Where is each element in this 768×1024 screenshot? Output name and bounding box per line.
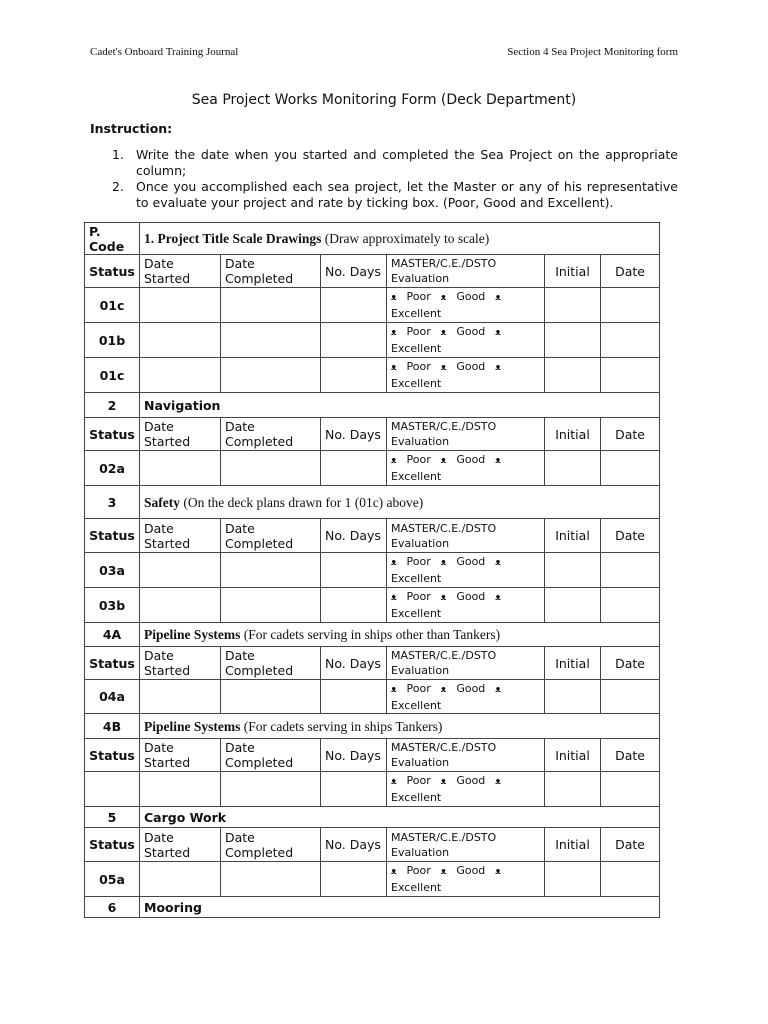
tick-box-icon[interactable]: ᴥ: [391, 684, 397, 695]
status-header: Status: [85, 647, 140, 680]
section-code: 6: [85, 897, 140, 918]
excellent-option: Excellent: [391, 342, 442, 355]
date-started-cell[interactable]: [140, 358, 221, 393]
section-code: 4B: [85, 714, 140, 739]
no-days-cell[interactable]: [321, 588, 387, 623]
evaluation-header: MASTER/C.E./DSTO Evaluation: [387, 519, 545, 553]
date-cell[interactable]: [601, 288, 660, 323]
no-days-header: No. Days: [321, 255, 387, 288]
section-title: 1. Project Title Scale Drawings (Draw approximately to scale): [140, 223, 660, 255]
poor-option: Poor: [406, 360, 431, 373]
tick-box-icon[interactable]: ᴥ: [391, 328, 397, 338]
tick-box-icon[interactable]: ᴥ: [495, 777, 501, 787]
date-cell[interactable]: [601, 358, 660, 393]
tick-box-icon[interactable]: ᴥ: [495, 593, 501, 603]
date-cell[interactable]: [601, 680, 660, 714]
project-code: 01c: [85, 358, 140, 393]
tick-box-icon[interactable]: ᴥ: [440, 867, 447, 877]
tick-box-icon[interactable]: ᴥ: [495, 328, 501, 338]
date-header: Date: [601, 739, 660, 772]
table-row: [85, 288, 660, 323]
instruction-heading: Instruction:: [90, 121, 173, 136]
no-days-cell[interactable]: [321, 680, 387, 714]
section-title-row: [85, 897, 660, 918]
tick-box-icon[interactable]: ᴥ: [495, 867, 501, 877]
tick-box-icon[interactable]: ᴥ: [391, 363, 397, 373]
column-header-row: [85, 418, 660, 451]
tick-box-icon[interactable]: ᴥ: [440, 684, 447, 695]
no-days-header: No. Days: [321, 828, 387, 862]
date-started-header: Date Started: [140, 647, 221, 680]
section-title: Pipeline Systems (For cadets serving in ships Tankers): [140, 714, 660, 739]
initial-header: Initial: [545, 418, 601, 451]
date-completed-header: Date Completed: [221, 255, 321, 288]
project-code: 02a: [85, 451, 140, 486]
poor-option: Poor: [406, 325, 431, 338]
initial-cell[interactable]: [545, 553, 601, 588]
tick-box-icon[interactable]: ᴥ: [440, 777, 447, 787]
poor-option: Poor: [406, 681, 431, 695]
status-header: Status: [85, 828, 140, 862]
date-started-cell[interactable]: [140, 772, 221, 807]
date-started-cell[interactable]: [140, 451, 221, 486]
evaluation-cell: [387, 772, 545, 807]
date-cell[interactable]: [601, 862, 660, 897]
good-option: Good: [456, 360, 486, 373]
evaluation-cell: [387, 588, 545, 623]
evaluation-cell: [387, 451, 545, 486]
instruction-item: 1. Write the date when you started and completed the Sea Project on the appropriate column;: [112, 147, 678, 178]
column-header-row: [85, 255, 660, 288]
table-row: [85, 862, 660, 897]
excellent-option: Excellent: [391, 791, 442, 804]
no-days-cell[interactable]: [321, 862, 387, 897]
good-option: Good: [456, 590, 486, 603]
project-code: 01b: [85, 323, 140, 358]
no-days-cell[interactable]: [321, 358, 387, 393]
no-days-header: No. Days: [321, 519, 387, 553]
date-cell[interactable]: [601, 553, 660, 588]
good-option: Good: [456, 864, 486, 877]
excellent-option: Excellent: [391, 307, 442, 320]
tick-box-icon[interactable]: ᴥ: [495, 363, 501, 373]
good-option: Good: [456, 290, 486, 303]
section-title: Navigation: [140, 393, 660, 418]
initial-cell[interactable]: [545, 358, 601, 393]
tick-box-icon[interactable]: ᴥ: [440, 593, 447, 603]
date-started-cell[interactable]: [140, 680, 221, 714]
tick-box-icon[interactable]: ᴥ: [391, 558, 397, 568]
evaluation-cell: [387, 862, 545, 897]
project-code: 01c: [85, 288, 140, 323]
date-completed-cell[interactable]: [221, 451, 321, 486]
evaluation-header: MASTER/C.E./DSTO Evaluation: [387, 255, 545, 288]
initial-cell[interactable]: [545, 680, 601, 714]
excellent-option: Excellent: [391, 607, 442, 620]
section-title: Mooring: [140, 897, 660, 918]
section-title: Safety (On the deck plans drawn for 1 (01c) above): [140, 486, 660, 519]
poor-option: Poor: [406, 864, 431, 877]
status-header: Status: [85, 255, 140, 288]
date-started-cell[interactable]: [140, 588, 221, 623]
status-header: Status: [85, 739, 140, 772]
instruction-list: [108, 147, 678, 211]
page-title: Sea Project Works Monitoring Form (Deck Department): [191, 92, 577, 108]
table-row: [85, 323, 660, 358]
date-completed-cell[interactable]: [221, 553, 321, 588]
tick-box-icon[interactable]: ᴥ: [440, 558, 447, 568]
date-completed-cell[interactable]: [221, 288, 321, 323]
initial-header: Initial: [545, 828, 601, 862]
no-days-cell[interactable]: [321, 288, 387, 323]
column-header-row: [85, 647, 660, 680]
initial-cell[interactable]: [545, 288, 601, 323]
evaluation-header: MASTER/C.E./DSTO Evaluation: [387, 828, 545, 862]
project-code: 04a: [85, 680, 140, 714]
instruction-item: 2. Once you accomplished each sea project, let the Master or any of his representative to evaluate your project and rate by ticking box. (Poor, Good and Excellent).: [112, 179, 678, 210]
date-cell[interactable]: [601, 772, 660, 807]
date-started-cell[interactable]: [140, 862, 221, 897]
table-row: [85, 553, 660, 588]
section-title-row: [85, 223, 660, 255]
initial-cell[interactable]: [545, 323, 601, 358]
date-completed-cell[interactable]: [221, 862, 321, 897]
column-header-row: [85, 739, 660, 772]
monitoring-table: [84, 222, 660, 918]
tick-box-icon[interactable]: ᴥ: [391, 456, 397, 466]
section-title-row: [85, 393, 660, 418]
p-code-header: P. Code: [85, 223, 140, 255]
date-completed-cell[interactable]: [221, 680, 321, 714]
tick-box-icon[interactable]: ᴥ: [440, 456, 447, 466]
tick-box-icon[interactable]: ᴥ: [495, 456, 501, 466]
date-started-cell[interactable]: [140, 288, 221, 323]
good-option: Good: [456, 555, 486, 568]
date-header: Date: [601, 519, 660, 553]
initial-cell[interactable]: [545, 588, 601, 623]
date-completed-cell[interactable]: [221, 323, 321, 358]
date-started-header: Date Started: [140, 255, 221, 288]
tick-box-icon[interactable]: ᴥ: [391, 593, 397, 603]
poor-option: Poor: [406, 453, 431, 466]
column-header-row: [85, 519, 660, 553]
section-title-row: [85, 714, 660, 739]
poor-option: Poor: [406, 555, 431, 568]
excellent-option: Excellent: [391, 698, 442, 712]
date-started-header: Date Started: [140, 519, 221, 553]
evaluation-cell: [387, 358, 545, 393]
date-started-cell[interactable]: [140, 553, 221, 588]
initial-cell[interactable]: [545, 862, 601, 897]
status-header: Status: [85, 519, 140, 553]
tick-box-icon[interactable]: ᴥ: [440, 293, 447, 303]
status-header: Status: [85, 418, 140, 451]
date-started-header: Date Started: [140, 418, 221, 451]
tick-box-icon[interactable]: ᴥ: [495, 558, 501, 568]
no-days-cell[interactable]: [321, 553, 387, 588]
initial-header: Initial: [545, 739, 601, 772]
section-title-row: [85, 807, 660, 828]
date-completed-cell[interactable]: [221, 588, 321, 623]
section-title-row: [85, 623, 660, 647]
no-days-cell[interactable]: [321, 772, 387, 807]
initial-cell[interactable]: [545, 451, 601, 486]
table-row: [85, 358, 660, 393]
date-header: Date: [601, 255, 660, 288]
good-option: Good: [456, 774, 486, 787]
excellent-option: Excellent: [391, 470, 442, 483]
tick-box-icon[interactable]: ᴥ: [440, 363, 447, 373]
project-code: 03a: [85, 553, 140, 588]
section-code: 3: [85, 486, 140, 519]
no-days-cell[interactable]: [321, 451, 387, 486]
table-row: [85, 451, 660, 486]
good-option: Good: [456, 453, 486, 466]
tick-box-icon[interactable]: ᴥ: [440, 328, 447, 338]
date-completed-header: Date Completed: [221, 828, 321, 862]
excellent-option: Excellent: [391, 572, 442, 585]
tick-box-icon[interactable]: ᴥ: [391, 867, 397, 877]
project-code: 03b: [85, 588, 140, 623]
date-started-cell[interactable]: [140, 323, 221, 358]
table-row: [85, 680, 660, 714]
evaluation-cell: [387, 323, 545, 358]
poor-option: Poor: [406, 774, 431, 787]
evaluation-cell: [387, 553, 545, 588]
good-option: Good: [456, 325, 486, 338]
tick-box-icon[interactable]: ᴥ: [495, 684, 501, 695]
good-option: Good: [456, 681, 486, 695]
project-code: [85, 772, 140, 807]
evaluation-header: MASTER/C.E./DSTO Evaluation: [387, 418, 545, 451]
no-days-header: No. Days: [321, 739, 387, 772]
no-days-header: No. Days: [321, 647, 387, 680]
journal-header-right: Section 4 Sea Project Monitoring form: [507, 46, 678, 58]
excellent-option: Excellent: [391, 881, 442, 894]
evaluation-header: MASTER/C.E./DSTO Evaluation: [387, 647, 545, 680]
evaluation-cell: [387, 288, 545, 323]
initial-header: Initial: [545, 519, 601, 553]
tick-box-icon[interactable]: ᴥ: [391, 293, 397, 303]
poor-option: Poor: [406, 290, 431, 303]
no-days-cell[interactable]: [321, 323, 387, 358]
date-header: Date: [601, 828, 660, 862]
journal-header-left: Cadet's Onboard Training Journal: [90, 46, 239, 58]
section-code: 4A: [85, 623, 140, 647]
poor-option: Poor: [406, 590, 431, 603]
date-cell[interactable]: [601, 588, 660, 623]
tick-box-icon[interactable]: ᴥ: [391, 777, 397, 787]
date-header: Date: [601, 418, 660, 451]
date-cell[interactable]: [601, 323, 660, 358]
evaluation-header: MASTER/C.E./DSTO Evaluation: [387, 739, 545, 772]
project-code: 05a: [85, 862, 140, 897]
date-completed-cell[interactable]: [221, 772, 321, 807]
date-completed-header: Date Completed: [221, 739, 321, 772]
date-cell[interactable]: [601, 451, 660, 486]
section-title: Cargo Work: [140, 807, 660, 828]
initial-header: Initial: [545, 255, 601, 288]
date-header: Date: [601, 647, 660, 680]
tick-box-icon[interactable]: ᴥ: [495, 293, 501, 303]
table-row: [85, 772, 660, 807]
column-header-row: [85, 828, 660, 862]
date-started-header: Date Started: [140, 828, 221, 862]
date-started-header: Date Started: [140, 739, 221, 772]
date-completed-header: Date Completed: [221, 418, 321, 451]
table-row: [85, 588, 660, 623]
initial-cell[interactable]: [545, 772, 601, 807]
excellent-option: Excellent: [391, 377, 442, 390]
section-title-row: [85, 486, 660, 519]
section-title: Pipeline Systems (For cadets serving in ships other than Tankers): [140, 623, 660, 647]
initial-header: Initial: [545, 647, 601, 680]
no-days-header: No. Days: [321, 418, 387, 451]
date-completed-cell[interactable]: [221, 358, 321, 393]
date-completed-header: Date Completed: [221, 647, 321, 680]
section-code: 5: [85, 807, 140, 828]
evaluation-cell: [387, 680, 545, 714]
section-code: 2: [85, 393, 140, 418]
date-completed-header: Date Completed: [221, 519, 321, 553]
